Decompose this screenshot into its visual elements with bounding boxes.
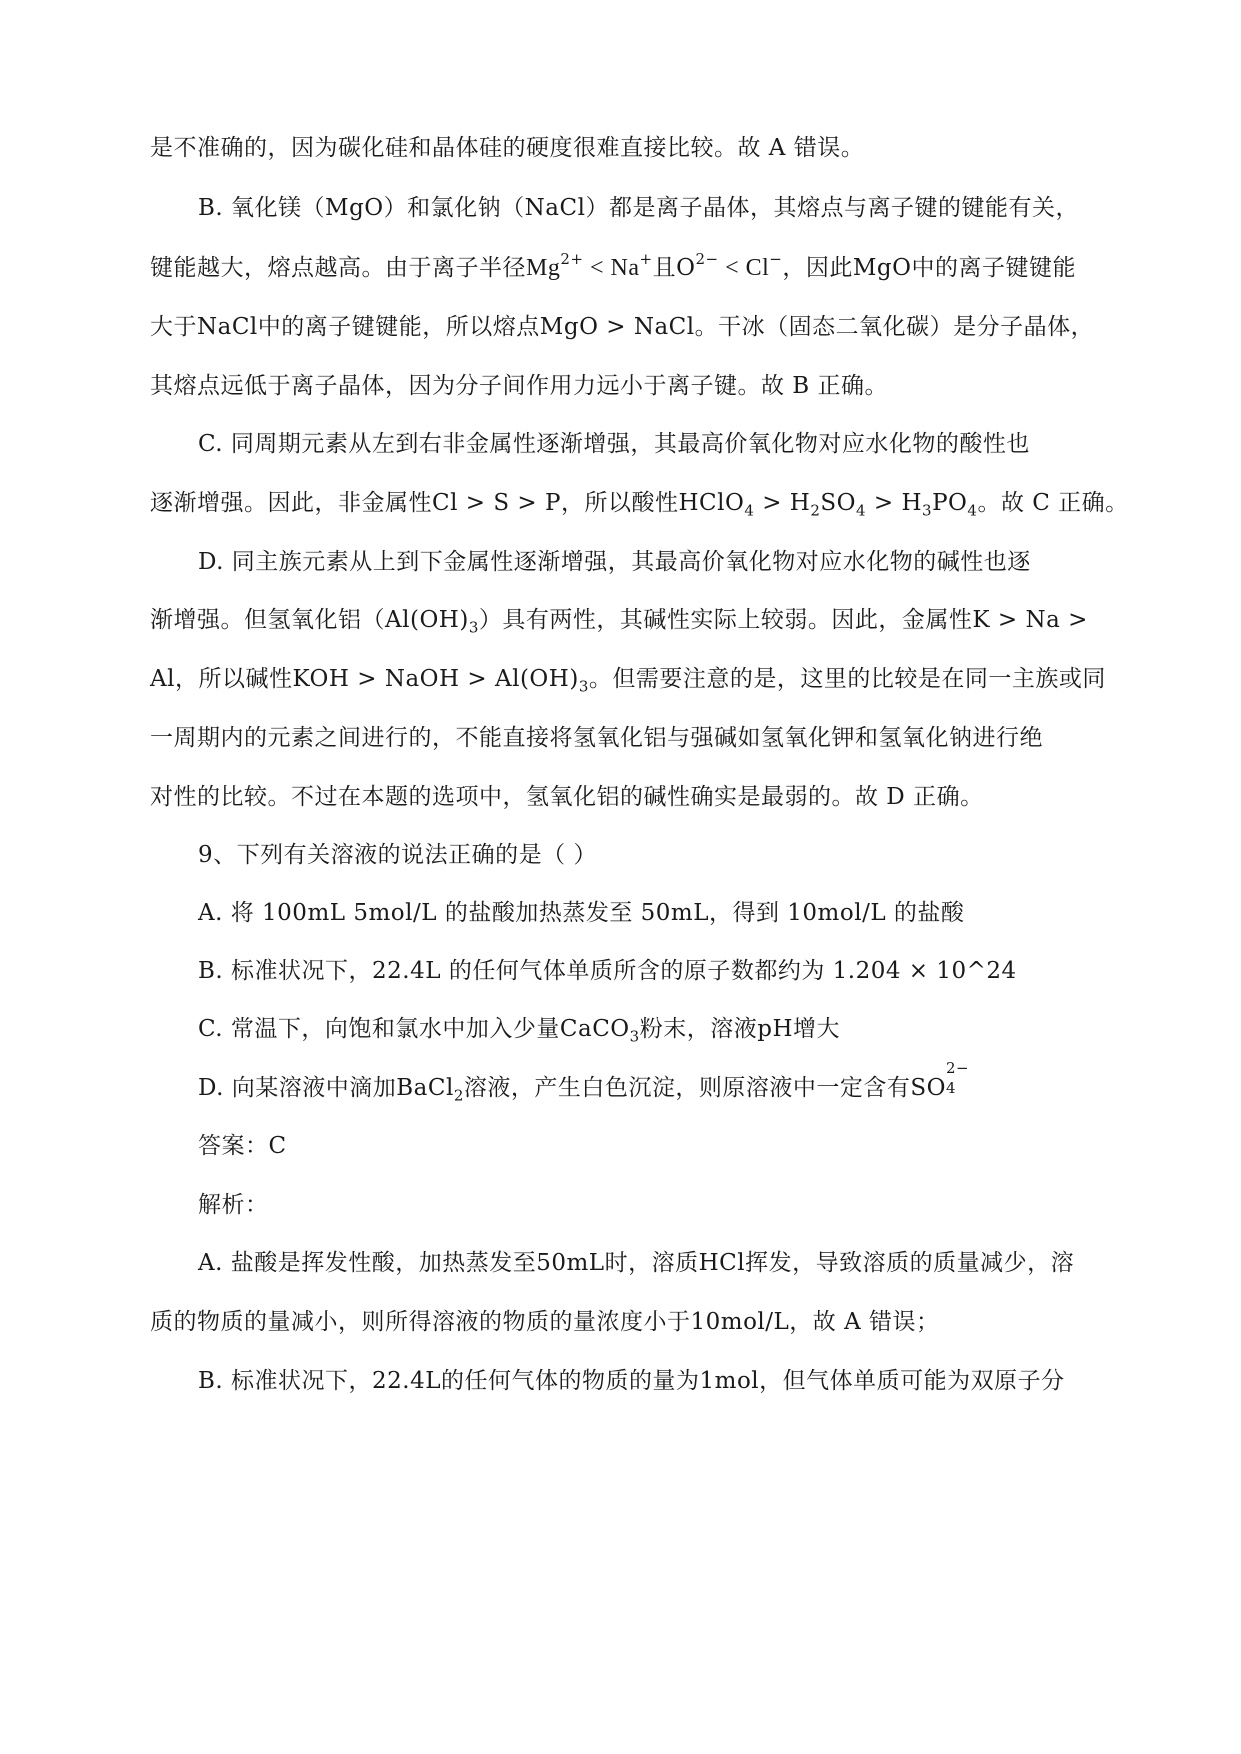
text-line: A. 盐酸是挥发性酸，加热蒸发至50mL时，溶质HCl挥发，导致溶质的质量减少，溶 [198,1250,1075,1276]
text-line: 对性的比较。不过在本题的选项中，氢氧化铝的碱性确实是最弱的。故 D 正确。 [150,784,984,810]
analysis-heading: 解析： [198,1192,269,1218]
answer-line: 答案：C [198,1133,287,1159]
text-line: B. 标准状况下，22.4L的任何气体的物质的量为1mol，但气体单质可能为双原子分 [198,1368,1065,1394]
text-line: 渐增强。但氢氧化铝$(Al(OH)_3)$具有两性，其碱性实际上较弱。因此，金属性K > Na > [150,607,1088,637]
text-line: 逐渐增强。因此，非金属性Cl > S > P，所以酸性HClO$_4$ > $H_2SO_4 > H_3PO_4$。故 C 正确。 [150,490,1129,520]
text-line: 一周期内的元素之间进行的，不能直接将氢氧化铝与强碱如氢氧化钾和氢氧化钠进行绝 [150,725,1043,751]
option-d: D. 向某溶液中滴加BaCl$_2$溶液，产生白色沉淀，则原溶液中一定含有SO 2− 4 [198,1059,970,1105]
text-line: Al，所以碱性KOH > NaOH > $Al(OH)_3$。但需要注意的是，这里的比较是在同一主族或同 [150,666,1106,696]
text-line: 是不准确的，因为碳化硅和晶体硅的硬度很难直接比较。故 A 错误。 [150,135,865,161]
text-line: 质的物质的量减小，则所得溶液的物质的量浓度小于10mol/L，故 A 错误； [150,1309,940,1335]
option-c: C. 常温下，向饱和氯水中加入少量CaCO$_3$粉末，溶液pH增大 [198,1016,840,1046]
option-a: A. 将 100mL 5mol/L 的盐酸加热蒸发至 50mL，得到 10mol/L 的盐酸 [198,900,965,926]
text-line: 大于NaCl中的离子键键能，所以熔点MgO > NaCl。干冰（固态二氧化碳）是分子晶体， [150,314,1095,340]
text-line: C. 同周期元素从左到右非金属性逐渐增强，其最高价氧化物对应水化物的酸性也 [198,431,1030,457]
text-line: D. 同主族元素从上到下金属性逐渐增强，其最高价氧化物对应水化物的碱性也逐 [198,549,1031,575]
question-title: 9、下列有关溶液的说法正确的是（ ） [198,842,597,868]
option-b: B. 标准状况下，22.4L 的任何气体单质所含的原子数都约为 1.204 × 10^24 [198,958,1017,984]
text-line: 其熔点远低于离子晶体，因为分子间作用力远小于离子键。故 B 正确。 [150,373,889,399]
text-line: 键能越大，熔点越高。由于离子半径$Mg^{2+} < Na^+$且$O^{2-} < Cl^-$，因此MgO中的离子键键能 [150,250,1076,281]
text-line: B. 氧化镁（MgO）和氯化钠（NaCl）都是离子晶体，其熔点与离子键的键能有关， [198,195,1079,221]
